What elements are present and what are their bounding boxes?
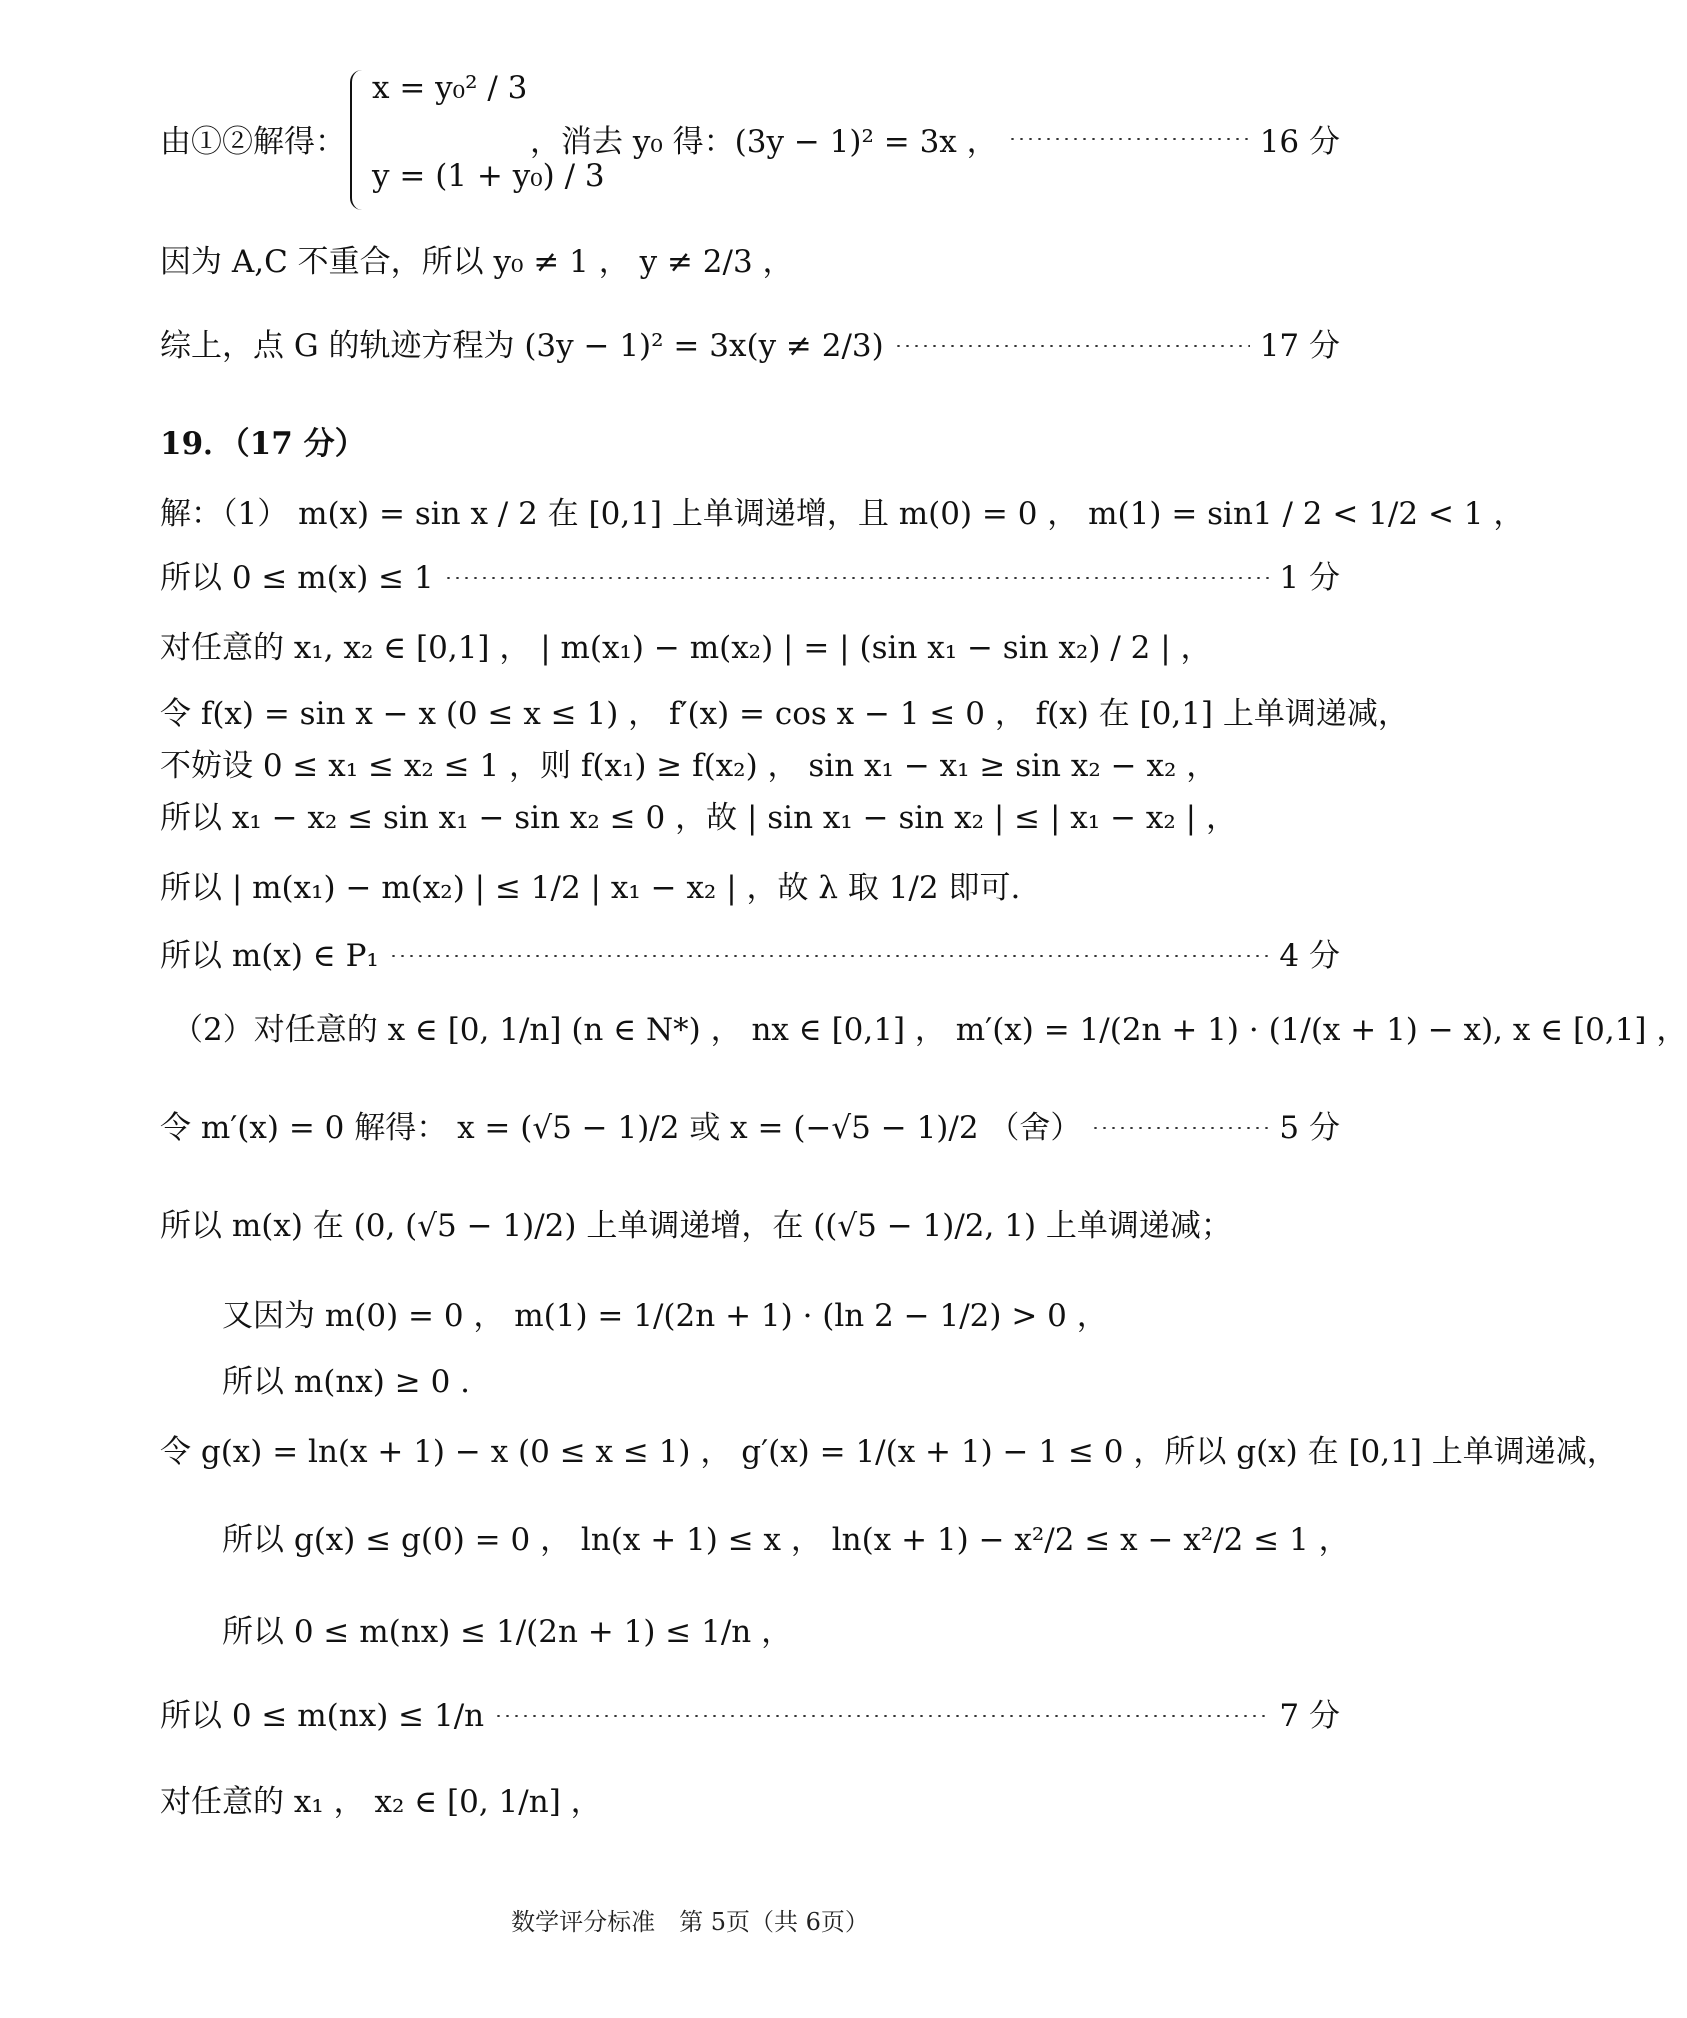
- dot-leader: [494, 1715, 1269, 1717]
- line-text: 令 g(x) = ln(x + 1) − x (0 ≤ x ≤ 1) ， g′(x) = 1/(x + 1) − 1 ≤ 0 ，所以 g(x) 在 [0,1] 上单调递减，: [160, 1434, 1618, 1470]
- dot-leader: [1091, 1127, 1269, 1129]
- line-text: 所以 m(nx) ≥ 0 .: [222, 1364, 470, 1400]
- text-line: [160, 494, 1525, 534]
- block-lead: 由①②解得：: [160, 124, 346, 160]
- line-text: 对任意的 x₁, x₂ ∈ [0,1] ， | m(x₁) − m(x₂) | = | (sin x₁ − sin x₂) / 2 | ，: [160, 630, 1212, 666]
- text-line: [160, 694, 1409, 734]
- text-line: [160, 628, 1340, 668]
- line-text: 令 m′(x) = 0 解得： x = (√5 − 1)/2 或 x = (−√5 − 1)/2 （舍）: [160, 1110, 1082, 1146]
- text-line: [160, 242, 1340, 282]
- score-label: 7 分: [1279, 1698, 1340, 1734]
- dot-leader: [389, 955, 1270, 957]
- score-label: 5 分: [1279, 1110, 1340, 1146]
- score-label: 4 分: [1279, 938, 1340, 974]
- solution-block-16: [160, 60, 1340, 220]
- text-line: [160, 1108, 1340, 1148]
- dot-leader: [444, 577, 1270, 579]
- text-line: [222, 1612, 1340, 1652]
- system-row-1: x = y₀² / 3: [372, 70, 528, 106]
- line-text: 因为 A,C 不重合，所以 y₀ ≠ 1 ， y ≠ 2/3 ，: [160, 244, 794, 280]
- line-text: 所以 m(x) ∈ P₁: [160, 938, 379, 974]
- text-line: [160, 1782, 1340, 1822]
- text-line: [160, 746, 1340, 786]
- score-label: 16 分: [1259, 124, 1340, 160]
- line-text: 所以 0 ≤ m(nx) ≤ 1/(2n + 1) ≤ 1/n ，: [222, 1614, 793, 1650]
- line-text: （2）对任意的 x ∈ [0, 1/n] (n ∈ N*) ， nx ∈ [0,1] ， m′(x) = 1/(2n + 1) · (1/(x + 1) − x), x ∈ [0,1] ，: [172, 1012, 1687, 1048]
- score-label: 17 分: [1259, 328, 1340, 364]
- page-footer: 数学评分标准 第 5页（共 6页）: [511, 1908, 869, 1936]
- text-line: [160, 798, 1340, 838]
- line-text: 对任意的 x₁ ， x₂ ∈ [0, 1/n] ，: [160, 1784, 602, 1820]
- text-line: [160, 868, 1340, 908]
- line-text: 令 f(x) = sin x − x (0 ≤ x ≤ 1) ， f′(x) = cos x − 1 ≤ 0 ， f(x) 在 [0,1] 上单调递减，: [160, 696, 1409, 732]
- line-text: 又因为 m(0) = 0 ， m(1) = 1/(2n + 1) · (ln 2 − 1/2) > 0 ，: [222, 1298, 1108, 1334]
- dot-leader: [894, 345, 1250, 347]
- line-text: 综上，点 G 的轨迹方程为 (3y − 1)² = 3x(y ≠ 2/3): [160, 328, 884, 364]
- line-text: 所以 | m(x₁) − m(x₂) | ≤ 1/2 | x₁ − x₂ | ，故 λ 取 1/2 即可.: [160, 870, 1021, 906]
- line-text: 所以 m(x) 在 (0, (√5 − 1)/2) 上单调递增，在 ((√5 − 1)/2, 1) 上单调递减；: [160, 1208, 1232, 1244]
- dot-leader: [1008, 138, 1250, 140]
- score-label: 1 分: [1279, 560, 1340, 596]
- text-line: [222, 1520, 1350, 1560]
- text-line: [222, 1296, 1340, 1336]
- text-line: [160, 326, 1340, 366]
- text-line: [160, 1696, 1340, 1736]
- line-text: 所以 x₁ − x₂ ≤ sin x₁ − sin x₂ ≤ 0 ，故 | sin x₁ − sin x₂ | ≤ | x₁ − x₂ | ，: [160, 800, 1237, 836]
- line-text: 解：（1） m(x) = sin x / 2 在 [0,1] 上单调递增，且 m(0) = 0 ， m(1) = sin1 / 2 < 1/2 < 1 ，: [160, 496, 1525, 532]
- line-text: 所以 g(x) ≤ g(0) = 0 ， ln(x + 1) ≤ x ， ln(x + 1) − x²/2 ≤ x − x²/2 ≤ 1 ，: [222, 1522, 1350, 1558]
- text-line: [222, 1362, 1340, 1402]
- text-line: [160, 1206, 1340, 1246]
- text-line: [172, 1010, 1687, 1050]
- line-text: 所以 0 ≤ m(nx) ≤ 1/n: [160, 1698, 485, 1734]
- text-line: [160, 558, 1340, 598]
- block-rest-line: [530, 116, 1340, 161]
- system-brace: [350, 70, 366, 210]
- text-line: [160, 936, 1340, 976]
- system-row-2: y = (1 + y₀) / 3: [372, 158, 605, 194]
- line-text: 19．（17 分）: [160, 426, 366, 462]
- problem-heading: [160, 424, 1340, 464]
- line-text: 不妨设 0 ≤ x₁ ≤ x₂ ≤ 1 ，则 f(x₁) ≥ f(x₂) ， sin x₁ − x₁ ≥ sin x₂ − x₂ ，: [160, 748, 1218, 784]
- block-rest-text: ，消去 y₀ 得：(3y − 1)² = 3x ，: [530, 124, 998, 160]
- line-text: 所以 0 ≤ m(x) ≤ 1: [160, 560, 434, 596]
- text-line: [160, 1432, 1618, 1472]
